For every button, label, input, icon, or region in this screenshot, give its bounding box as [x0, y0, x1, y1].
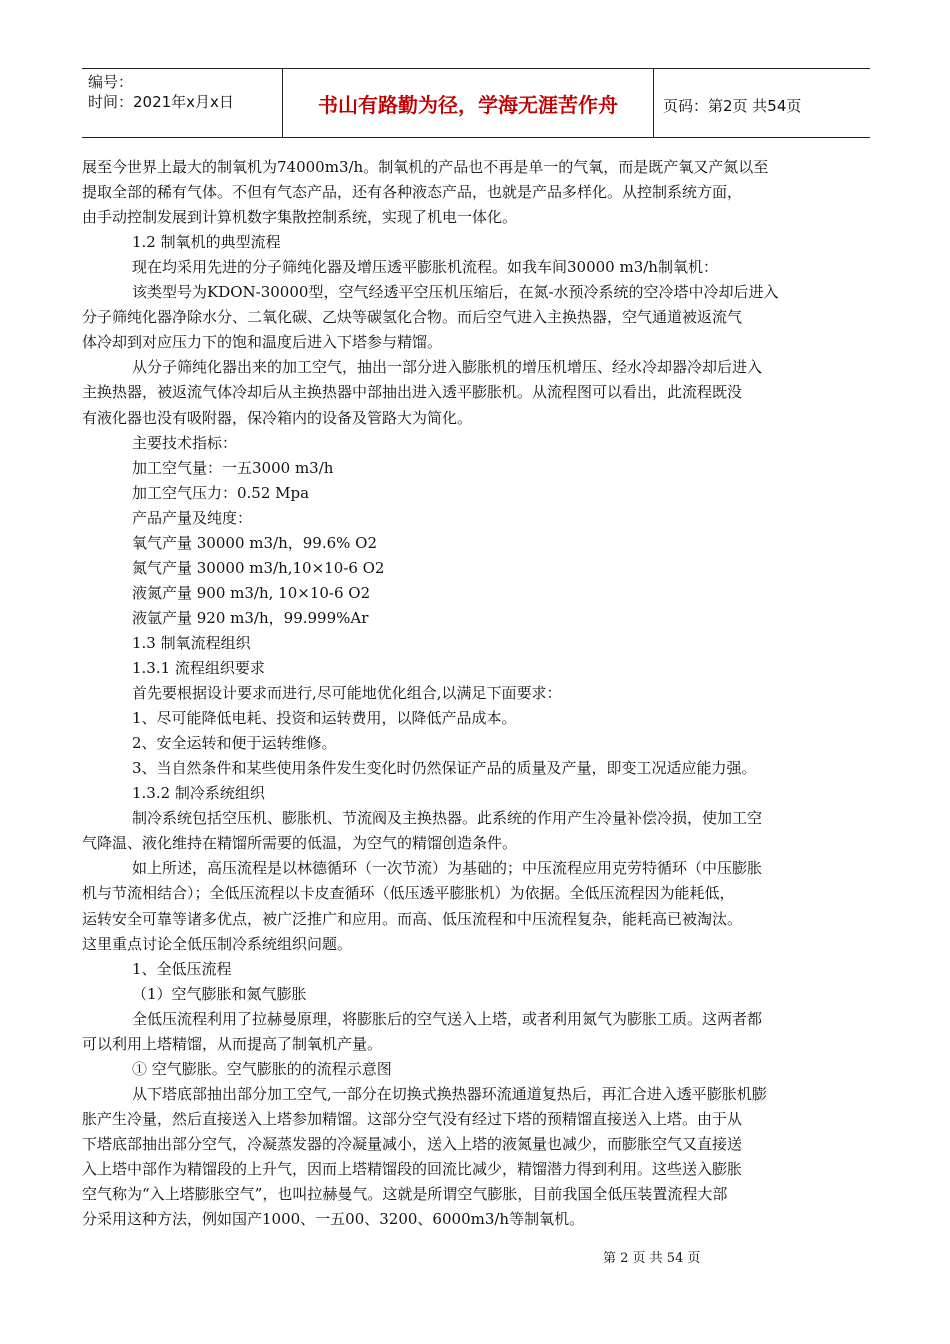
text-line: 这里重点讨论全低压制冷系统组织问题。: [82, 934, 353, 953]
page-header: [82, 68, 870, 138]
text-line: 从分子筛纯化器出来的加工空气，抽出一部分进入膨胀机的增压机增压、经水冷却器冷却后进入: [132, 358, 763, 377]
text-line: 1、尽可能降低电耗、投资和运转费用，以降低产品成本。: [132, 709, 517, 728]
text-line: 该类型号为KDON-30000型，空气经透平空压机压缩后，在氮-水预冷系统的空冷塔中冷却后进入: [132, 283, 779, 302]
text-line: 机与节流相结合）；全低压流程以卡皮查循环（低压透平膨胀机）为依据。全低压流程因为能耗低，: [82, 884, 735, 903]
text-line: ① 空气膨胀。空气膨胀的的流程示意图: [132, 1059, 392, 1078]
text-line: 由手动控制发展到计算机数字集散控制系统，实现了机电一体化。: [82, 208, 518, 227]
text-line: 制冷系统包括空压机、膨胀机、节流阀及主换热器。此系统的作用产生冷量补偿冷损，使加工空: [132, 809, 763, 828]
text-line: 加工空气压力：0.52 Mpa: [132, 483, 310, 502]
text-line: 产品产量及纯度：: [132, 508, 253, 527]
page-footer: 第 2 页 共 54 页: [603, 1251, 701, 1266]
text-line: 全低压流程利用了拉赫曼原理，将膨胀后的空气送入上塔，或者利用氮气为膨胀工质。这两者都: [132, 1009, 763, 1028]
text-line: 气降温、液化维持在精馏所需要的低温，为空气的精馏创造条件。: [82, 834, 518, 853]
text-line: 运转安全可靠等诸多优点，被广泛推广和应用。而高、低压流程和中压流程复杂，能耗高已被淘汰。: [82, 909, 743, 928]
text-line: 1.3.1 流程组织要求: [132, 659, 265, 677]
document-date-label: 时间：2021年x月x日: [88, 93, 234, 111]
text-line: 1.3.2 制冷系统组织: [132, 784, 265, 803]
text-line: 可以利用上塔精馏，从而提高了制氧机产量。: [82, 1034, 383, 1053]
text-line: 液氮产量 900 m3/h, 10×10-6 O2: [132, 583, 371, 602]
text-line: 1、全低压流程: [132, 959, 232, 978]
text-line: 如上所述，高压流程是以林德循环（一次节流）为基础的；中压流程应用克劳特循环（中压膨胀: [132, 859, 763, 878]
text-line: 空气称为“入上塔膨胀空气”，也叫拉赫曼气。这就是所谓空气膨胀，目前我国全低压装置流程大部: [82, 1185, 728, 1204]
text-line: 2、安全运转和便于运转维修。: [132, 734, 337, 753]
text-line: 有液化器也没有吸附器，保冷箱内的设备及管路大为简化。: [82, 408, 473, 427]
header-motto: 书山有路勤为径，学海无涯苦作舟: [318, 93, 618, 117]
text-line: 提取全部的稀有气体。不但有气态产品，还有各种液态产品，也就是产品多样化。从控制系统方面，: [82, 183, 743, 202]
text-line: 分采用这种方法，例如国产1000、一五00、3200、6000m3/h等制氧机。: [82, 1210, 585, 1229]
text-line: 1.2 制氧机的典型流程: [132, 233, 281, 252]
text-line: 液氩产量 920 m3/h，99.999%Ar: [132, 608, 369, 627]
document-number-label: 编号：: [88, 73, 134, 91]
text-line: 入上塔中部作为精馏段的上升气，因而上塔精馏段的回流比减少，精馏潜力得到利用。这些送入膨胀: [82, 1160, 743, 1178]
text-line: 现在均采用先进的分子筛纯化器及增压透平膨胀机流程。如我车间30000 m3/h制氧机：: [132, 258, 718, 277]
text-line: （1）空气膨胀和氮气膨胀: [132, 984, 307, 1003]
text-line: 1.3 制氧流程组织: [132, 633, 251, 652]
text-line: 展至今世界上最大的制氧机为74000m3/h。制氧机的产品也不再是单一的气氧，而是既产氧又产氮以至: [82, 158, 769, 176]
header-page-number: 页码：第2页 共54页: [663, 97, 802, 115]
text-line: 氮气产量 30000 m3/h,10×10-6 O2: [132, 558, 385, 577]
text-line: 下塔底部抽出部分空气，冷凝蒸发器的冷凝量减小，送入上塔的液氮量也减少，而膨胀空气又直接送: [82, 1134, 743, 1153]
text-line: 主要技术指标：: [132, 433, 238, 452]
text-line: 加工空气量：一五3000 m3/h: [132, 458, 334, 477]
text-line: 主换热器，被返流气体冷却后从主换热器中部抽出进入透平膨胀机。从流程图可以看出，此流程既没: [82, 383, 743, 402]
text-line: 从下塔底部抽出部分加工空气,一部分在切换式换热器环流通道复热后，再汇合进入透平膨胀机膨: [132, 1084, 767, 1103]
text-line: 胀产生冷量，然后直接送入上塔参加精馏。这部分空气没有经过下塔的预精馏直接送入上塔。由于从: [82, 1109, 743, 1128]
text-line: 氧气产量 30000 m3/h，99.6% O2: [132, 533, 377, 552]
text-line: 分子筛纯化器净除水分、二氧化碳、乙炔等碳氢化合物。而后空气进入主换热器，空气通道被返流气: [82, 308, 743, 327]
text-line: 3、当自然条件和某些使用条件发生变化时仍然保证产品的质量及产量，即变工况适应能力强。: [132, 759, 757, 778]
header-page-cell: [655, 69, 870, 137]
text-line: 首先要根据设计要求而进行,尽可能地优化组合,以满足下面要求：: [132, 684, 562, 703]
header-motto-cell: [283, 69, 654, 137]
text-line: 体冷却到对应压力下的饱和温度后进入下塔参与精馏。: [82, 333, 443, 352]
header-meta-cell: [82, 69, 283, 137]
